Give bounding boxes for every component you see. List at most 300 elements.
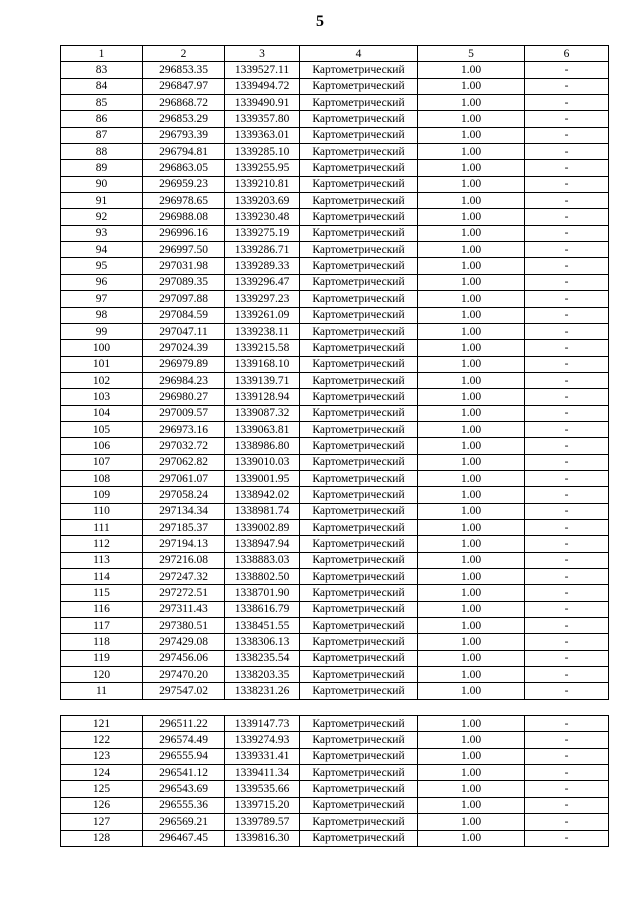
note-cell: - <box>525 748 609 764</box>
note-cell: - <box>525 519 609 535</box>
note-cell: - <box>525 732 609 748</box>
accuracy-cell: 1.00 <box>418 552 525 568</box>
x-coordinate-cell: 297194.13 <box>143 536 225 552</box>
y-coordinate-cell: 1339296.47 <box>225 274 300 290</box>
table-row <box>61 193 609 209</box>
y-coordinate-cell: 1339275.19 <box>225 225 300 241</box>
note-cell: - <box>525 340 609 356</box>
method-cell: Картометрический <box>300 438 418 454</box>
x-coordinate-cell: 296984.23 <box>143 372 225 388</box>
point-number-cell: 111 <box>61 519 143 535</box>
y-coordinate-cell: 1339357.80 <box>225 111 300 127</box>
note-cell: - <box>525 585 609 601</box>
table-row <box>61 340 609 356</box>
y-coordinate-cell: 1339816.30 <box>225 830 300 846</box>
accuracy-cell: 1.00 <box>418 193 525 209</box>
note-cell: - <box>525 569 609 585</box>
point-number-cell: 117 <box>61 618 143 634</box>
table-row <box>61 209 609 225</box>
accuracy-cell: 1.00 <box>418 618 525 634</box>
point-number-cell: 95 <box>61 258 143 274</box>
point-number-cell: 84 <box>61 78 143 94</box>
method-cell: Картометрический <box>300 242 418 258</box>
note-cell: - <box>525 781 609 797</box>
table-row <box>61 307 609 323</box>
x-coordinate-cell: 297062.82 <box>143 454 225 470</box>
accuracy-cell: 1.00 <box>418 144 525 160</box>
note-cell: - <box>525 160 609 176</box>
table-row <box>61 683 609 699</box>
point-number-cell: 104 <box>61 405 143 421</box>
header-cell: 1 <box>61 46 143 62</box>
point-number-cell: 108 <box>61 470 143 486</box>
point-number-cell: 116 <box>61 601 143 617</box>
table-row <box>61 291 609 307</box>
method-cell: Картометрический <box>300 62 418 78</box>
accuracy-cell: 1.00 <box>418 781 525 797</box>
note-cell: - <box>525 274 609 290</box>
y-coordinate-cell: 1338235.54 <box>225 650 300 666</box>
method-cell: Картометрический <box>300 111 418 127</box>
method-cell: Картометрический <box>300 307 418 323</box>
y-coordinate-cell: 1338701.90 <box>225 585 300 601</box>
point-number-cell: 106 <box>61 438 143 454</box>
y-coordinate-cell: 1338231.26 <box>225 683 300 699</box>
note-cell: - <box>525 454 609 470</box>
point-number-cell: 114 <box>61 569 143 585</box>
table-row <box>61 78 609 94</box>
accuracy-cell: 1.00 <box>418 503 525 519</box>
note-cell: - <box>525 176 609 192</box>
accuracy-cell: 1.00 <box>418 323 525 339</box>
table-row <box>61 618 609 634</box>
section-gap-cell <box>61 699 609 715</box>
accuracy-cell: 1.00 <box>418 176 525 192</box>
note-cell: - <box>525 503 609 519</box>
accuracy-cell: 1.00 <box>418 536 525 552</box>
accuracy-cell: 1.00 <box>418 291 525 307</box>
table-row <box>61 601 609 617</box>
method-cell: Картометрический <box>300 356 418 372</box>
x-coordinate-cell: 297058.24 <box>143 487 225 503</box>
y-coordinate-cell: 1338451.55 <box>225 618 300 634</box>
x-coordinate-cell: 296863.05 <box>143 160 225 176</box>
method-cell: Картометрический <box>300 601 418 617</box>
coordinates-table <box>60 45 609 847</box>
y-coordinate-cell: 1339527.11 <box>225 62 300 78</box>
accuracy-cell: 1.00 <box>418 470 525 486</box>
point-number-cell: 103 <box>61 389 143 405</box>
method-cell: Картометрический <box>300 618 418 634</box>
x-coordinate-cell: 296543.69 <box>143 781 225 797</box>
point-number-cell: 123 <box>61 748 143 764</box>
note-cell: - <box>525 601 609 617</box>
y-coordinate-cell: 1338203.35 <box>225 667 300 683</box>
table-row <box>61 421 609 437</box>
method-cell: Картометрический <box>300 650 418 666</box>
x-coordinate-cell: 296569.21 <box>143 814 225 830</box>
accuracy-cell: 1.00 <box>418 732 525 748</box>
table-row <box>61 585 609 601</box>
accuracy-cell: 1.00 <box>418 438 525 454</box>
note-cell: - <box>525 242 609 258</box>
point-number-cell: 98 <box>61 307 143 323</box>
table-row <box>61 797 609 813</box>
x-coordinate-cell: 296868.72 <box>143 95 225 111</box>
y-coordinate-cell: 1339139.71 <box>225 372 300 388</box>
x-coordinate-cell: 296853.35 <box>143 62 225 78</box>
y-coordinate-cell: 1338981.74 <box>225 503 300 519</box>
table-row <box>61 389 609 405</box>
point-number-cell: 121 <box>61 716 143 732</box>
table-row <box>61 95 609 111</box>
accuracy-cell: 1.00 <box>418 95 525 111</box>
accuracy-cell: 1.00 <box>418 765 525 781</box>
y-coordinate-cell: 1339215.58 <box>225 340 300 356</box>
note-cell: - <box>525 323 609 339</box>
table-row <box>61 372 609 388</box>
x-coordinate-cell: 297031.98 <box>143 258 225 274</box>
y-coordinate-cell: 1338986.80 <box>225 438 300 454</box>
method-cell: Картометрический <box>300 830 418 846</box>
x-coordinate-cell: 297024.39 <box>143 340 225 356</box>
table-row <box>61 667 609 683</box>
x-coordinate-cell: 296541.12 <box>143 765 225 781</box>
accuracy-cell: 1.00 <box>418 748 525 764</box>
point-number-cell: 83 <box>61 62 143 78</box>
method-cell: Картометрический <box>300 748 418 764</box>
table-row <box>61 111 609 127</box>
x-coordinate-cell: 297456.06 <box>143 650 225 666</box>
y-coordinate-cell: 1339230.48 <box>225 209 300 225</box>
x-coordinate-cell: 296997.50 <box>143 242 225 258</box>
note-cell: - <box>525 144 609 160</box>
accuracy-cell: 1.00 <box>418 209 525 225</box>
note-cell: - <box>525 830 609 846</box>
accuracy-cell: 1.00 <box>418 307 525 323</box>
method-cell: Картометрический <box>300 421 418 437</box>
point-number-cell: 109 <box>61 487 143 503</box>
note-cell: - <box>525 372 609 388</box>
y-coordinate-cell: 1338883.03 <box>225 552 300 568</box>
x-coordinate-cell: 297547.02 <box>143 683 225 699</box>
point-number-cell: 107 <box>61 454 143 470</box>
table-row <box>61 258 609 274</box>
table-row <box>61 242 609 258</box>
accuracy-cell: 1.00 <box>418 258 525 274</box>
y-coordinate-cell: 1339285.10 <box>225 144 300 160</box>
note-cell: - <box>525 683 609 699</box>
header-cell: 3 <box>225 46 300 62</box>
accuracy-cell: 1.00 <box>418 78 525 94</box>
x-coordinate-cell: 296574.49 <box>143 732 225 748</box>
x-coordinate-cell: 296793.39 <box>143 127 225 143</box>
method-cell: Картометрический <box>300 487 418 503</box>
point-number-cell: 100 <box>61 340 143 356</box>
y-coordinate-cell: 1339363.01 <box>225 127 300 143</box>
point-number-cell: 99 <box>61 323 143 339</box>
point-number-cell: 125 <box>61 781 143 797</box>
note-cell: - <box>525 209 609 225</box>
y-coordinate-cell: 1338306.13 <box>225 634 300 650</box>
note-cell: - <box>525 421 609 437</box>
y-coordinate-cell: 1338802.50 <box>225 569 300 585</box>
x-coordinate-cell: 297009.57 <box>143 405 225 421</box>
table-row <box>61 519 609 535</box>
note-cell: - <box>525 78 609 94</box>
accuracy-cell: 1.00 <box>418 405 525 421</box>
note-cell: - <box>525 438 609 454</box>
method-cell: Картометрический <box>300 634 418 650</box>
note-cell: - <box>525 225 609 241</box>
accuracy-cell: 1.00 <box>418 487 525 503</box>
y-coordinate-cell: 1339789.57 <box>225 814 300 830</box>
x-coordinate-cell: 297185.37 <box>143 519 225 535</box>
table-row <box>61 830 609 846</box>
method-cell: Картометрический <box>300 667 418 683</box>
note-cell: - <box>525 62 609 78</box>
x-coordinate-cell: 296980.27 <box>143 389 225 405</box>
x-coordinate-cell: 296555.94 <box>143 748 225 764</box>
note-cell: - <box>525 667 609 683</box>
method-cell: Картометрический <box>300 78 418 94</box>
accuracy-cell: 1.00 <box>418 650 525 666</box>
point-number-cell: 101 <box>61 356 143 372</box>
method-cell: Картометрический <box>300 372 418 388</box>
table-row <box>61 144 609 160</box>
accuracy-cell: 1.00 <box>418 160 525 176</box>
accuracy-cell: 1.00 <box>418 225 525 241</box>
accuracy-cell: 1.00 <box>418 814 525 830</box>
x-coordinate-cell: 296853.29 <box>143 111 225 127</box>
accuracy-cell: 1.00 <box>418 601 525 617</box>
header-cell: 4 <box>300 46 418 62</box>
table-row <box>61 781 609 797</box>
point-number-cell: 88 <box>61 144 143 160</box>
table-row <box>61 748 609 764</box>
method-cell: Картометрический <box>300 552 418 568</box>
table-row <box>61 716 609 732</box>
y-coordinate-cell: 1339210.81 <box>225 176 300 192</box>
accuracy-cell: 1.00 <box>418 242 525 258</box>
point-number-cell: 11 <box>61 683 143 699</box>
point-number-cell: 93 <box>61 225 143 241</box>
note-cell: - <box>525 552 609 568</box>
x-coordinate-cell: 296988.08 <box>143 209 225 225</box>
point-number-cell: 86 <box>61 111 143 127</box>
point-number-cell: 105 <box>61 421 143 437</box>
accuracy-cell: 1.00 <box>418 667 525 683</box>
x-coordinate-cell: 297061.07 <box>143 470 225 486</box>
x-coordinate-cell: 297084.59 <box>143 307 225 323</box>
accuracy-cell: 1.00 <box>418 716 525 732</box>
x-coordinate-cell: 296973.16 <box>143 421 225 437</box>
table-row <box>61 356 609 372</box>
point-number-cell: 124 <box>61 765 143 781</box>
method-cell: Картометрический <box>300 193 418 209</box>
y-coordinate-cell: 1338947.94 <box>225 536 300 552</box>
header-cell: 2 <box>143 46 225 62</box>
method-cell: Картометрический <box>300 470 418 486</box>
note-cell: - <box>525 650 609 666</box>
x-coordinate-cell: 297097.88 <box>143 291 225 307</box>
note-cell: - <box>525 127 609 143</box>
table-row <box>61 552 609 568</box>
point-number-cell: 87 <box>61 127 143 143</box>
x-coordinate-cell: 297247.32 <box>143 569 225 585</box>
point-number-cell: 92 <box>61 209 143 225</box>
x-coordinate-cell: 296847.97 <box>143 78 225 94</box>
method-cell: Картометрический <box>300 291 418 307</box>
y-coordinate-cell: 1339147.73 <box>225 716 300 732</box>
y-coordinate-cell: 1339087.32 <box>225 405 300 421</box>
method-cell: Картометрический <box>300 569 418 585</box>
method-cell: Картометрический <box>300 797 418 813</box>
point-number-cell: 89 <box>61 160 143 176</box>
accuracy-cell: 1.00 <box>418 454 525 470</box>
method-cell: Картометрический <box>300 127 418 143</box>
point-number-cell: 96 <box>61 274 143 290</box>
table-row <box>61 274 609 290</box>
point-number-cell: 85 <box>61 95 143 111</box>
point-number-cell: 94 <box>61 242 143 258</box>
accuracy-cell: 1.00 <box>418 519 525 535</box>
y-coordinate-cell: 1339297.23 <box>225 291 300 307</box>
note-cell: - <box>525 307 609 323</box>
section-gap-row <box>61 699 609 715</box>
method-cell: Картометрический <box>300 160 418 176</box>
point-number-cell: 126 <box>61 797 143 813</box>
accuracy-cell: 1.00 <box>418 62 525 78</box>
table-row <box>61 323 609 339</box>
method-cell: Картометрический <box>300 716 418 732</box>
method-cell: Картометрический <box>300 323 418 339</box>
point-number-cell: 113 <box>61 552 143 568</box>
y-coordinate-cell: 1339494.72 <box>225 78 300 94</box>
table-row <box>61 765 609 781</box>
x-coordinate-cell: 296511.22 <box>143 716 225 732</box>
note-cell: - <box>525 814 609 830</box>
y-coordinate-cell: 1339168.10 <box>225 356 300 372</box>
method-cell: Картометрический <box>300 683 418 699</box>
method-cell: Картометрический <box>300 732 418 748</box>
x-coordinate-cell: 296555.36 <box>143 797 225 813</box>
table-row <box>61 454 609 470</box>
y-coordinate-cell: 1339010.03 <box>225 454 300 470</box>
note-cell: - <box>525 356 609 372</box>
y-coordinate-cell: 1339261.09 <box>225 307 300 323</box>
method-cell: Картометрический <box>300 225 418 241</box>
y-coordinate-cell: 1339001.95 <box>225 470 300 486</box>
x-coordinate-cell: 297032.72 <box>143 438 225 454</box>
page-number: 5 <box>316 13 324 30</box>
table-row <box>61 225 609 241</box>
note-cell: - <box>525 765 609 781</box>
method-cell: Картометрический <box>300 536 418 552</box>
accuracy-cell: 1.00 <box>418 111 525 127</box>
header-cell: 6 <box>525 46 609 62</box>
accuracy-cell: 1.00 <box>418 569 525 585</box>
method-cell: Картометрический <box>300 176 418 192</box>
accuracy-cell: 1.00 <box>418 372 525 388</box>
point-number-cell: 97 <box>61 291 143 307</box>
table-row <box>61 160 609 176</box>
y-coordinate-cell: 1339289.33 <box>225 258 300 274</box>
note-cell: - <box>525 111 609 127</box>
table-row <box>61 405 609 421</box>
table-row <box>61 127 609 143</box>
point-number-cell: 112 <box>61 536 143 552</box>
method-cell: Картометрический <box>300 209 418 225</box>
x-coordinate-cell: 297311.43 <box>143 601 225 617</box>
method-cell: Картометрический <box>300 454 418 470</box>
point-number-cell: 118 <box>61 634 143 650</box>
accuracy-cell: 1.00 <box>418 797 525 813</box>
x-coordinate-cell: 296979.89 <box>143 356 225 372</box>
accuracy-cell: 1.00 <box>418 634 525 650</box>
accuracy-cell: 1.00 <box>418 421 525 437</box>
table-row <box>61 536 609 552</box>
method-cell: Картометрический <box>300 258 418 274</box>
y-coordinate-cell: 1339238.11 <box>225 323 300 339</box>
accuracy-cell: 1.00 <box>418 830 525 846</box>
x-coordinate-cell: 296978.65 <box>143 193 225 209</box>
table-row <box>61 569 609 585</box>
accuracy-cell: 1.00 <box>418 127 525 143</box>
note-cell: - <box>525 536 609 552</box>
method-cell: Картометрический <box>300 814 418 830</box>
point-number-cell: 91 <box>61 193 143 209</box>
y-coordinate-cell: 1339002.89 <box>225 519 300 535</box>
x-coordinate-cell: 296996.16 <box>143 225 225 241</box>
method-cell: Картометрический <box>300 274 418 290</box>
method-cell: Картометрический <box>300 585 418 601</box>
table-row <box>61 650 609 666</box>
y-coordinate-cell: 1339063.81 <box>225 421 300 437</box>
x-coordinate-cell: 297216.08 <box>143 552 225 568</box>
method-cell: Картометрический <box>300 405 418 421</box>
method-cell: Картометрический <box>300 503 418 519</box>
y-coordinate-cell: 1339490.91 <box>225 95 300 111</box>
method-cell: Картометрический <box>300 781 418 797</box>
x-coordinate-cell: 296467.45 <box>143 830 225 846</box>
point-number-cell: 110 <box>61 503 143 519</box>
note-cell: - <box>525 618 609 634</box>
point-number-cell: 115 <box>61 585 143 601</box>
y-coordinate-cell: 1339255.95 <box>225 160 300 176</box>
x-coordinate-cell: 297272.51 <box>143 585 225 601</box>
table-row <box>61 438 609 454</box>
accuracy-cell: 1.00 <box>418 389 525 405</box>
table-row <box>61 176 609 192</box>
y-coordinate-cell: 1339128.94 <box>225 389 300 405</box>
accuracy-cell: 1.00 <box>418 585 525 601</box>
table-row <box>61 62 609 78</box>
method-cell: Картометрический <box>300 389 418 405</box>
x-coordinate-cell: 297089.35 <box>143 274 225 290</box>
y-coordinate-cell: 1339274.93 <box>225 732 300 748</box>
method-cell: Картометрический <box>300 95 418 111</box>
method-cell: Картометрический <box>300 340 418 356</box>
method-cell: Картометрический <box>300 765 418 781</box>
point-number-cell: 120 <box>61 667 143 683</box>
note-cell: - <box>525 258 609 274</box>
x-coordinate-cell: 297134.34 <box>143 503 225 519</box>
x-coordinate-cell: 297047.11 <box>143 323 225 339</box>
note-cell: - <box>525 291 609 307</box>
point-number-cell: 128 <box>61 830 143 846</box>
table-row <box>61 487 609 503</box>
